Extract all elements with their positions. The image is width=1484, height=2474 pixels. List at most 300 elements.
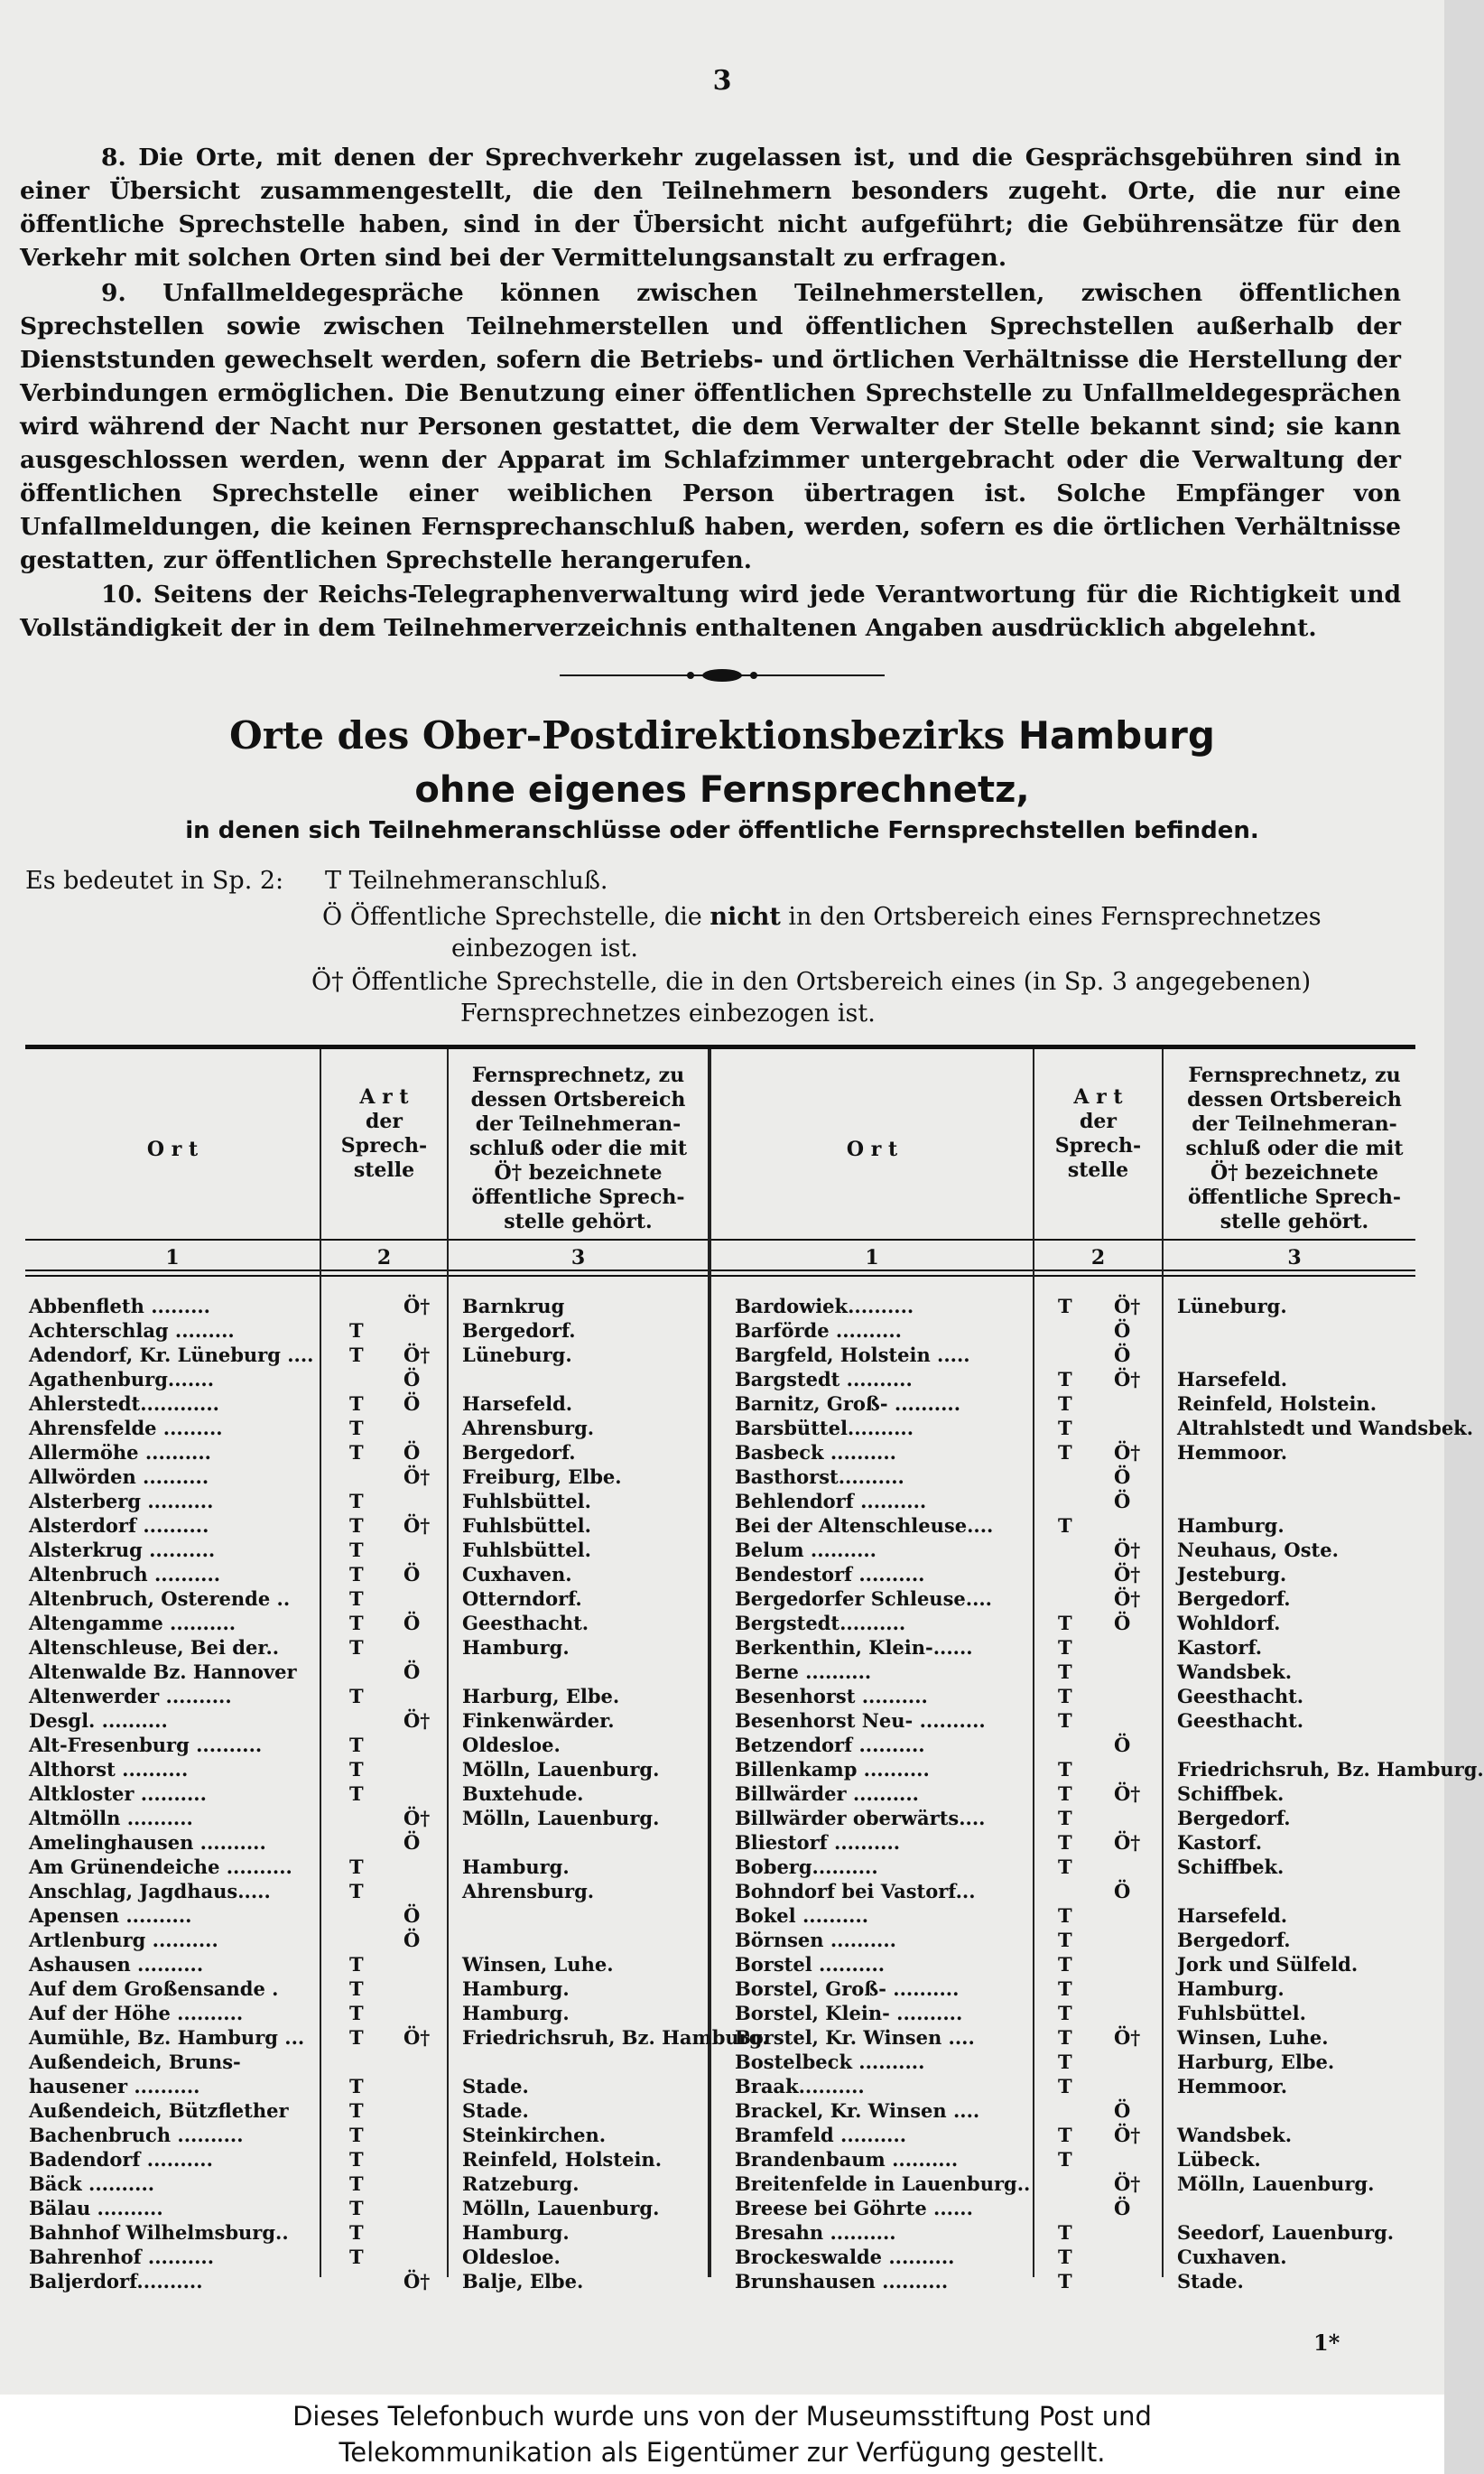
ort-cell: Bramfeld .......... <box>735 2124 907 2146</box>
header-ort-right: O r t <box>846 1138 898 1161</box>
netz-cell: Ahrensburg. <box>462 1417 595 1439</box>
column-number: 1 <box>165 1246 180 1270</box>
table-row <box>735 2172 1430 2197</box>
paragraph-text: Die Orte, mit denen der Sprechverkehr zugelassen ist, und die Gesprächsgebühren sind in einer Übersicht zusammengestellt, die den Teilnehmern besonders zugeht. Orte, die nur eine öffentliche Sprechstelle haben, sind in der Übersicht nicht aufgeführt; die Gebührensätze für den Verkehr mit solchen Orten sind bei der Vermittelungsanstalt zu erfragen. <box>20 144 1401 272</box>
table-row <box>29 1514 706 1539</box>
art-t-cell: T <box>349 1734 364 1756</box>
footer-line-1: Dieses Telefonbuch wurde uns von der Museumsstiftung Post und <box>292 2401 1152 2432</box>
art-t-cell: T <box>1058 1392 1072 1415</box>
netz-cell: Geesthacht. <box>462 1612 589 1634</box>
legend-t-symbol: T <box>325 867 342 895</box>
table-row <box>735 1685 1430 1709</box>
art-s-cell: Ö <box>1114 1734 1131 1756</box>
table-row <box>735 1856 1430 1880</box>
table-row <box>735 2124 1430 2148</box>
table-row <box>735 1441 1430 1465</box>
art-s-cell: Ö† <box>1114 1587 1141 1610</box>
art-t-cell: T <box>349 1685 364 1707</box>
art-s-cell: Ö <box>1114 2197 1131 2219</box>
legend-ot-text-a: Öffentliche Sprechstelle, die in den Ortsbereich eines (in Sp. 3 angegebenen) <box>351 968 1312 996</box>
art-t-cell: T <box>349 1758 364 1781</box>
ort-cell: Bardowiek.......... <box>735 1295 914 1317</box>
table-row <box>735 1734 1430 1758</box>
table-row <box>735 2221 1430 2246</box>
table-row <box>29 2246 706 2270</box>
table-number-rule-1 <box>25 1270 1415 1271</box>
netz-cell: Jesteburg. <box>1177 1563 1287 1586</box>
legend-o-symbol: Ö <box>322 903 343 931</box>
art-s-cell: Ö <box>1114 1490 1131 1512</box>
art-t-cell: T <box>1058 1929 1072 1951</box>
ort-cell: Desgl. .......... <box>29 1709 168 1732</box>
ort-cell: Alsterkrug .......... <box>29 1539 216 1561</box>
netz-cell: Fuhlsbüttel. <box>1177 2002 1306 2024</box>
netz-cell: Kastorf. <box>1177 1831 1263 1854</box>
ort-cell: Billenkamp .......... <box>735 1758 930 1781</box>
netz-cell: Mölln, Lauenburg. <box>462 1758 660 1781</box>
netz-cell: Ahrensburg. <box>462 1880 595 1902</box>
ort-cell: Bendestorf .......... <box>735 1563 925 1586</box>
netz-cell: Harburg, Elbe. <box>1177 2051 1335 2073</box>
art-s-cell: Ö† <box>1114 1831 1141 1854</box>
ort-cell: Billwärder .......... <box>735 1782 919 1805</box>
table-row <box>29 2002 706 2026</box>
art-s-cell: Ö† <box>403 1514 431 1537</box>
netz-cell: Balje, Elbe. <box>462 2270 584 2293</box>
ort-cell: Barnitz, Groß- .......... <box>735 1392 961 1415</box>
table-row <box>29 1612 706 1636</box>
legend-intro: Es bedeutet in Sp. 2: <box>25 867 284 895</box>
table-row <box>735 1465 1430 1490</box>
art-t-cell: T <box>349 1782 364 1805</box>
art-s-cell: Ö† <box>403 2270 431 2293</box>
table-row <box>29 1929 706 1953</box>
art-s-cell: Ö† <box>403 1465 431 1488</box>
table-row <box>735 1807 1430 1831</box>
art-t-cell: T <box>1058 1417 1072 1439</box>
ort-cell: Boberg.......... <box>735 1856 878 1878</box>
header-art-left <box>321 1085 447 1183</box>
ort-cell: Bäck .......... <box>29 2172 155 2195</box>
ort-cell: Apensen .......... <box>29 1904 192 1927</box>
art-t-cell: T <box>1058 2026 1072 2049</box>
art-t-cell: T <box>1058 1685 1072 1707</box>
ort-cell: Börnsen .......... <box>735 1929 896 1951</box>
heading-line-3: in denen sich Teilnehmeranschlüsse oder öffentliche Fernsprechstellen befinden. <box>185 817 1259 844</box>
netz-cell: Lüneburg. <box>1177 1295 1287 1317</box>
header-line: schluß oder die mit <box>468 1137 687 1160</box>
ort-cell: Amelinghausen .......... <box>29 1831 266 1854</box>
ort-cell: Altenbruch, Osterende .. <box>29 1587 291 1610</box>
art-s-cell: Ö† <box>1114 1782 1141 1805</box>
table-row <box>29 1539 706 1563</box>
table-row <box>29 1880 706 1904</box>
art-t-cell: T <box>349 1539 364 1561</box>
table-row <box>29 1977 706 2002</box>
table-row <box>735 2026 1430 2051</box>
table-row <box>735 2051 1430 2075</box>
ort-cell: Bergstedt.......... <box>735 1612 906 1634</box>
ort-cell: Aumühle, Bz. Hamburg ... <box>29 2026 305 2049</box>
table-header-rule <box>25 1239 1415 1241</box>
art-t-cell: T <box>349 1953 364 1976</box>
art-s-cell: Ö <box>1114 2099 1131 2122</box>
netz-cell: Fuhlsbüttel. <box>462 1490 591 1512</box>
column-number: 1 <box>865 1246 879 1270</box>
table-row <box>29 1465 706 1490</box>
table-row <box>29 1563 706 1587</box>
divider-ornament <box>560 666 885 684</box>
table-row <box>735 1319 1430 1344</box>
netz-cell: Freiburg, Elbe. <box>462 1465 622 1488</box>
art-s-cell: Ö† <box>1114 1295 1141 1317</box>
art-t-cell: T <box>349 2099 364 2122</box>
legend-o <box>322 901 1322 933</box>
page-number: 3 <box>712 65 732 97</box>
table-left-half <box>29 1295 769 2294</box>
netz-cell: Oldesloe. <box>462 1734 561 1756</box>
table-row <box>735 1368 1430 1392</box>
legend-o-text-a: Öffentliche Sprechstelle, die <box>349 903 702 931</box>
art-t-cell: T <box>1058 1660 1072 1683</box>
table-row <box>29 1319 706 1344</box>
header-line: stelle <box>1067 1158 1129 1182</box>
netz-cell: Winsen, Luhe. <box>462 1953 614 1976</box>
art-s-cell: Ö <box>1114 1465 1131 1488</box>
column-number: 2 <box>376 1246 392 1270</box>
art-s-cell: Ö† <box>403 1295 431 1317</box>
art-s-cell: Ö† <box>403 1709 431 1732</box>
legend-o-text-c: in den Ortsbereich eines Fernsprechnetzes <box>788 903 1322 931</box>
art-t-cell: T <box>349 1514 364 1537</box>
header-line: Ö† bezeichnete <box>1210 1161 1379 1185</box>
table-row <box>29 2026 769 2051</box>
art-s-cell: Ö <box>403 1660 421 1683</box>
ort-cell: Auf dem Großensande . <box>29 1977 279 2000</box>
legend-ot-symbol: Ö† <box>311 968 344 996</box>
netz-cell: Friedrichsruh, Bz. Hamburg. <box>462 2026 769 2049</box>
netz-cell: Friedrichsruh, Bz. Hamburg. <box>1177 1758 1484 1781</box>
ort-cell: Breitenfelde in Lauenburg.. <box>735 2172 1031 2195</box>
art-s-cell: Ö† <box>403 2026 431 2049</box>
art-t-cell: T <box>349 1880 364 1902</box>
ort-cell: Altmölln .......... <box>29 1807 193 1829</box>
ort-cell: Artlenburg .......... <box>29 1929 218 1951</box>
art-s-cell: Ö <box>1114 1612 1131 1634</box>
art-s-cell: Ö† <box>403 1344 431 1366</box>
ort-cell: Basbeck .......... <box>735 1441 896 1464</box>
table-row <box>735 1709 1430 1734</box>
header-line: dessen Ortsbereich <box>1187 1088 1402 1111</box>
ort-cell: Billwärder oberwärts.... <box>735 1807 986 1829</box>
paragraph-number: 8. <box>101 144 126 172</box>
table-row <box>735 1539 1430 1563</box>
ort-cell: Außendeich, Bruns- <box>29 2051 241 2073</box>
ort-cell: Bahrenhof .......... <box>29 2246 215 2268</box>
table-row <box>735 1929 1430 1953</box>
art-s-cell: Ö† <box>1114 2026 1141 2049</box>
netz-cell: Fuhlsbüttel. <box>462 1514 591 1537</box>
art-s-cell: Ö <box>403 1929 421 1951</box>
table-row <box>735 2075 1430 2099</box>
art-t-cell: T <box>1058 1612 1072 1634</box>
ort-cell: Alt-Fresenburg .......... <box>29 1734 263 1756</box>
table-row <box>735 1344 1430 1368</box>
ort-cell: Bliestorf .......... <box>735 1831 901 1854</box>
table-row <box>29 2172 706 2197</box>
ort-cell: Altenwerder .......... <box>29 1685 232 1707</box>
art-t-cell: T <box>1058 2148 1072 2171</box>
paragraph-number: 10. <box>101 581 144 609</box>
table-row <box>735 1587 1430 1612</box>
art-s-cell: Ö <box>403 1831 421 1854</box>
header-line: der Teilnehmeran- <box>1192 1112 1397 1136</box>
signature-mark: 1* <box>1313 2330 1340 2356</box>
netz-cell: Lüneburg. <box>462 1344 572 1366</box>
art-t-cell: T <box>349 2124 364 2146</box>
art-t-cell: T <box>1058 1758 1072 1781</box>
ort-cell: Altenbruch .......... <box>29 1563 221 1586</box>
art-t-cell: T <box>349 1441 364 1464</box>
art-t-cell: T <box>1058 2221 1072 2244</box>
ort-cell: Badendorf .......... <box>29 2148 213 2171</box>
paragraph-number: 9. <box>101 279 126 307</box>
ort-cell: Braak.......... <box>735 2075 865 2097</box>
table-row <box>29 2270 706 2294</box>
netz-cell: Cuxhaven. <box>1177 2246 1287 2268</box>
netz-cell: Harsefeld. <box>1177 1904 1288 1927</box>
netz-cell: Barnkrug <box>462 1295 565 1317</box>
netz-cell: Wohldorf. <box>1177 1612 1281 1634</box>
netz-cell: Hamburg. <box>462 1856 570 1878</box>
art-s-cell: Ö <box>1114 1880 1131 1902</box>
table-row <box>735 1295 1430 1319</box>
table-row <box>29 1490 706 1514</box>
ort-cell: Besenhorst .......... <box>735 1685 928 1707</box>
header-art-right <box>1034 1085 1162 1183</box>
ort-cell: Basthorst.......... <box>735 1465 904 1488</box>
ort-cell: Berne .......... <box>735 1660 872 1683</box>
netz-cell: Bergedorf. <box>462 1441 576 1464</box>
header-line: der <box>366 1110 403 1133</box>
ort-cell: Brackel, Kr. Winsen .... <box>735 2099 980 2122</box>
netz-cell: Altrahlstedt und Wandsbek. <box>1177 1417 1474 1439</box>
header-line: öffentliche Sprech- <box>1187 1186 1402 1209</box>
ort-cell: Am Grünendeiche .......... <box>29 1856 292 1878</box>
ort-cell: Baljerdorf.......... <box>29 2270 203 2293</box>
art-s-cell: Ö <box>403 1441 421 1464</box>
table-row <box>29 1831 706 1856</box>
ort-cell: Altenschleuse, Bei der.. <box>29 1636 280 1659</box>
netz-cell: Buxtehude. <box>462 1782 584 1805</box>
table-row <box>735 2002 1430 2026</box>
ort-cell: Borstel, Groß- .......... <box>735 1977 960 2000</box>
netz-cell: Steinkirchen. <box>462 2124 607 2146</box>
ort-cell: Bahnhof Wilhelmsburg.. <box>29 2221 289 2244</box>
netz-cell: Otterndorf. <box>462 1587 582 1610</box>
ort-cell: Bresahn .......... <box>735 2221 896 2244</box>
netz-cell: Harsefeld. <box>1177 1368 1288 1390</box>
header-line: Fernsprechnetz, zu <box>1188 1064 1401 1087</box>
ort-cell: Allermöhe .......... <box>29 1441 211 1464</box>
ort-cell: Bei der Altenschleuse.... <box>735 1514 994 1537</box>
ort-cell: Anschlag, Jagdhaus..... <box>29 1880 271 1902</box>
table-row <box>735 1514 1430 1539</box>
netz-cell: Stade. <box>462 2075 529 2097</box>
ort-cell: Auf der Höhe .......... <box>29 2002 244 2024</box>
header-netz-left <box>449 1064 708 1234</box>
art-t-cell: T <box>349 2002 364 2024</box>
ort-cell: Althorst .......... <box>29 1758 189 1781</box>
table-row <box>29 1368 706 1392</box>
ort-cell: Abbenfleth ......... <box>29 1295 210 1317</box>
header-line: dessen Ortsbereich <box>470 1088 686 1111</box>
table-number-rule-2 <box>25 1275 1415 1277</box>
paragraph-text: Seitens der Reichs-Telegraphenverwaltung wird jede Verantwortung für die Richtigkeit und Vollständigkeit der in dem Teilnehmerverzeichnis enthaltenen Angaben ausdrücklich abgelehnt. <box>20 581 1401 642</box>
paragraph-text: Unfallmeldegespräche können zwischen Teilnehmerstellen, zwischen öffentlichen Sprechstellen sowie zwischen Teilnehmerstellen und öffentlichen Sprechstellen außerhalb der Dienststunden gewechselt werden, sofern die Betriebs- und örtlichen Verhältnisse die Herstellung der Verbindungen ermöglichen. Die Benutzung einer öffentlichen Sprechstelle zu Unfallmeldegesprächen wird während der Nacht nur Personen gestattet, die dem Verwalter der Stelle bekannt sind; sie kann ausgeschlossen werden, wenn der Apparat im Schlafzimmer untergebracht oder die Verwaltung der öffentlichen Sprechstelle einer weiblichen Person übertragen ist. Solche Empfänger von Unfallmeldungen, die keinen Fernsprechanschluß haben, werden, sofern es die örtlichen Verhältnisse gestatten, zur öffentlichen Sprechstelle herangerufen. <box>20 279 1401 574</box>
art-t-cell: T <box>1058 1904 1072 1927</box>
art-s-cell: Ö <box>403 1368 421 1390</box>
table-row <box>735 1563 1430 1587</box>
art-t-cell: T <box>349 1977 364 2000</box>
table-row <box>735 1417 1474 1441</box>
table-row <box>29 1587 706 1612</box>
table-row <box>735 2099 1430 2124</box>
ort-cell: Besenhorst Neu- .......... <box>735 1709 986 1732</box>
art-t-cell: T <box>349 1612 364 1634</box>
netz-cell: Harburg, Elbe. <box>462 1685 620 1707</box>
heading-line-1 <box>0 713 1444 758</box>
art-t-cell: T <box>349 1563 364 1586</box>
table-row <box>29 1344 706 1368</box>
ort-cell: Altengamme .......... <box>29 1612 237 1634</box>
netz-cell: Wandsbek. <box>1177 1660 1293 1683</box>
art-s-cell: Ö <box>403 1392 421 1415</box>
table-row <box>735 1880 1430 1904</box>
header-line: Ö† bezeichnete <box>494 1161 663 1185</box>
netz-cell: Hamburg. <box>462 2002 570 2024</box>
table-row <box>735 1612 1430 1636</box>
table-row <box>29 2148 706 2172</box>
netz-cell: Bergedorf. <box>1177 1587 1291 1610</box>
table-row <box>29 1953 706 1977</box>
art-s-cell: Ö <box>1114 1319 1131 1342</box>
art-t-cell: T <box>1058 1709 1072 1732</box>
table-row <box>735 1490 1430 1514</box>
netz-cell: Hamburg. <box>1177 1514 1285 1537</box>
art-t-cell: T <box>1058 2051 1072 2073</box>
art-t-cell: T <box>1058 1636 1072 1659</box>
ort-cell: Berkenthin, Klein-...... <box>735 1636 973 1659</box>
art-s-cell: Ö† <box>1114 1441 1141 1464</box>
ort-cell: Brandenbaum .......... <box>735 2148 959 2171</box>
netz-cell: Hamburg. <box>462 1636 570 1659</box>
art-s-cell: Ö† <box>1114 1563 1141 1586</box>
ort-cell: Barförde .......... <box>735 1319 902 1342</box>
netz-cell: Finkenwärder. <box>462 1709 615 1732</box>
footer-line-2: Telekommunikation als Eigentümer zur Verfügung gestellt. <box>339 2437 1106 2468</box>
netz-cell: Hamburg. <box>1177 1977 1285 2000</box>
ort-cell: Betzendorf .......... <box>735 1734 925 1756</box>
legend-t <box>325 865 608 897</box>
header-ort-left: O r t <box>146 1138 199 1161</box>
ort-cell: Adendorf, Kr. Lüneburg .... <box>29 1344 314 1366</box>
art-t-cell: T <box>1058 1977 1072 2000</box>
header-line: öffentliche Sprech- <box>471 1186 685 1209</box>
table-row <box>735 1904 1430 1929</box>
column-number: 3 <box>1287 1246 1302 1270</box>
ort-cell: Belum .......... <box>735 1539 876 1561</box>
art-s-cell: Ö <box>403 1612 421 1634</box>
table-row <box>735 2197 1430 2221</box>
netz-cell: Bergedorf. <box>1177 1929 1291 1951</box>
ort-cell: Alsterdorf .......... <box>29 1514 209 1537</box>
netz-cell: Harsefeld. <box>462 1392 573 1415</box>
art-t-cell: T <box>349 2075 364 2097</box>
art-s-cell: Ö† <box>1114 1368 1141 1390</box>
netz-cell: Cuxhaven. <box>462 1563 572 1586</box>
header-line: Fernsprechnetz, zu <box>471 1064 685 1087</box>
ort-cell: Außendeich, Bützflether <box>29 2099 289 2122</box>
art-s-cell: Ö <box>403 1904 421 1927</box>
table-row <box>29 2221 706 2246</box>
table-row <box>29 1636 706 1660</box>
header-line: Sprech- <box>340 1134 428 1158</box>
table-row <box>29 2124 706 2148</box>
netz-cell: Hamburg. <box>462 2221 570 2244</box>
footer-banner <box>0 2395 1444 2474</box>
legend-o-text-b: nicht <box>710 903 781 931</box>
netz-cell: Stade. <box>1177 2270 1244 2293</box>
ort-cell: Bokel .......... <box>735 1904 869 1927</box>
netz-cell: Seedorf, Lauenburg. <box>1177 2221 1395 2244</box>
header-line: A r t <box>1073 1085 1123 1109</box>
art-t-cell: T <box>1058 2075 1072 2097</box>
header-line: stelle gehört. <box>504 1210 653 1233</box>
table-row <box>29 1685 706 1709</box>
netz-cell: Mölln, Lauenburg. <box>1177 2172 1375 2195</box>
header-line: Sprech- <box>1054 1134 1142 1158</box>
art-t-cell: T <box>1058 1782 1072 1805</box>
art-t-cell: T <box>349 2197 364 2219</box>
art-s-cell: Ö† <box>1114 2124 1141 2146</box>
table-row <box>735 1392 1430 1417</box>
art-s-cell: Ö <box>1114 1344 1131 1366</box>
table-row <box>735 1758 1484 1782</box>
netz-cell: Reinfeld, Holstein. <box>462 2148 663 2171</box>
ort-cell: hausener .......... <box>29 2075 200 2097</box>
table-row <box>735 1636 1430 1660</box>
table-row <box>735 1953 1430 1977</box>
ort-cell: Borstel, Klein- .......... <box>735 2002 963 2024</box>
ort-cell: Breese bei Göhrte ...... <box>735 2197 973 2219</box>
table-row <box>29 2197 706 2221</box>
art-t-cell: T <box>1058 1368 1072 1390</box>
header-netz-right <box>1164 1064 1425 1234</box>
table-row <box>735 1977 1430 2002</box>
table-row <box>735 1831 1430 1856</box>
art-t-cell: T <box>1058 1856 1072 1878</box>
art-t-cell: T <box>349 1344 364 1366</box>
netz-cell: Jork und Sülfeld. <box>1177 1953 1359 1976</box>
art-s-cell: Ö <box>403 1563 421 1586</box>
table-row <box>29 1904 706 1929</box>
netz-cell: Wandsbek. <box>1177 2124 1293 2146</box>
art-t-cell: T <box>349 2026 364 2049</box>
table-row <box>735 1660 1430 1685</box>
ort-cell: Allwörden .......... <box>29 1465 209 1488</box>
art-t-cell: T <box>1058 1514 1072 1537</box>
